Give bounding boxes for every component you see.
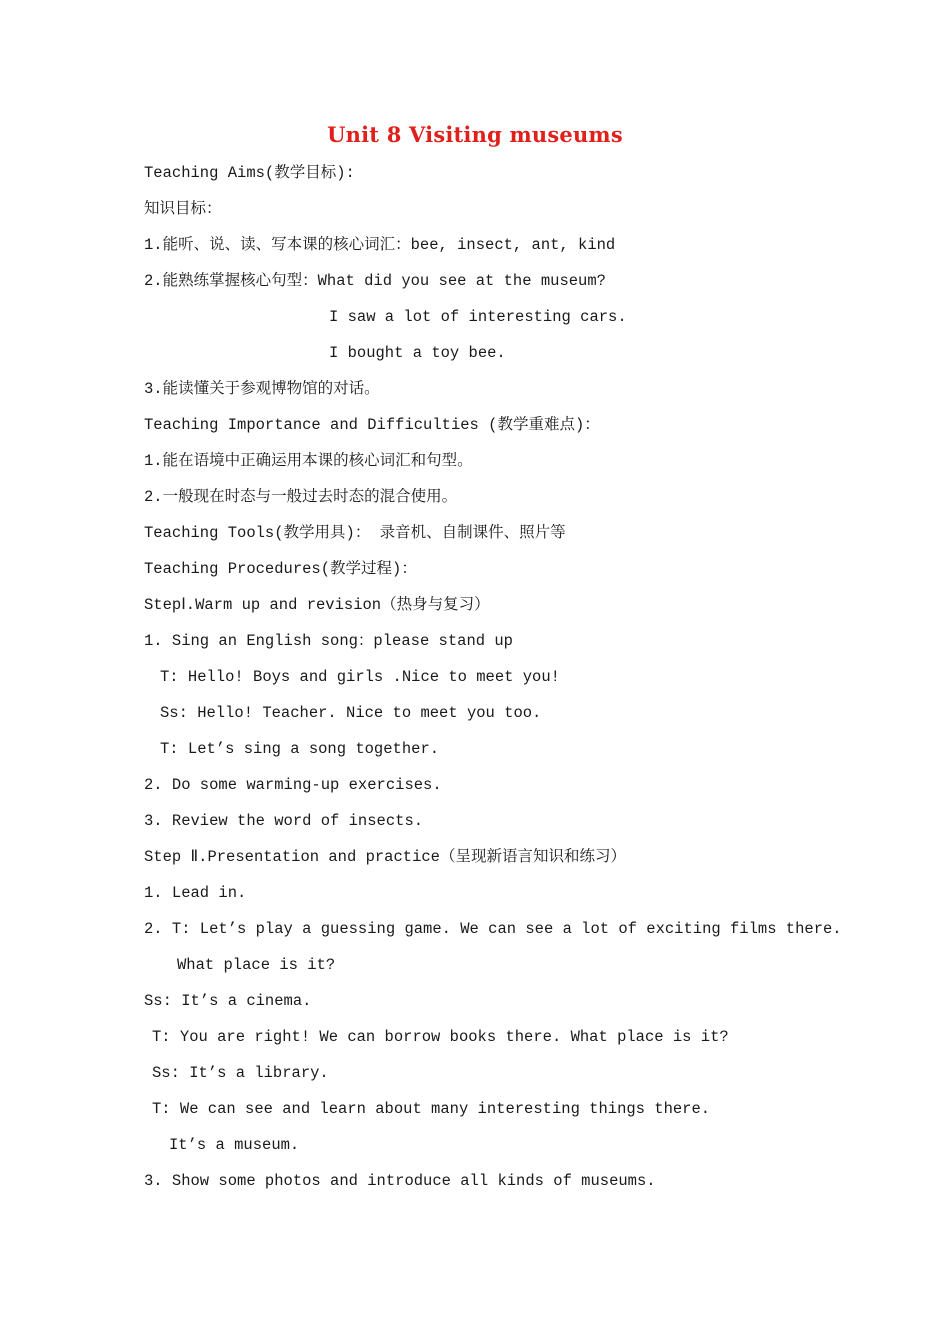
document-title: Unit 8 Visiting museums [327,122,623,147]
dialogue-line: It’s a museum. [169,1136,300,1154]
step-2-item-2: 2. T: Let’s play a guessing game. We can see a lot of exciting films there. [144,920,842,938]
step-1-item-3: 3. Review the word of insects. [144,812,424,830]
step-2-heading: Step Ⅱ.Presentation and practice（呈现新语言知识和练习） [144,848,626,866]
sentence-pattern-2: I bought a toy bee. [329,344,506,362]
teaching-tools: Teaching Tools(教学用具)： 录音机、自制课件、照片等 [144,524,566,542]
dialogue-line: Ss: Hello! Teacher. Nice to meet you too. [160,704,542,722]
teaching-aims-heading: Teaching Aims(教学目标): [144,164,355,182]
step-1-item-1: 1. Sing an English song：please stand up [144,632,513,650]
step-2-item-1: 1. Lead in. [144,884,247,902]
goal-item-3: 3.能读懂关于参观博物馆的对话。 [144,380,380,398]
dialogue-line: Ss: It’s a cinema. [144,992,312,1010]
goal-item-1: 1.能听、说、读、写本课的核心词汇：bee, insect, ant, kind [144,236,616,254]
dialogue-line: T: Hello! Boys and girls .Nice to meet you! [160,668,560,686]
procedures-heading: Teaching Procedures(教学过程)： [144,560,417,578]
importance-item-1: 1.能在语境中正确运用本课的核心词汇和句型。 [144,452,473,470]
importance-heading: Teaching Importance and Difficulties (教学重难点)： [144,416,600,434]
knowledge-goals-heading: 知识目标： [144,200,222,218]
dialogue-line: T: You are right! We can borrow books there. What place is it? [152,1028,729,1046]
dialogue-line: T: We can see and learn about many interesting things there. [152,1100,711,1118]
sentence-pattern-1: I saw a lot of interesting cars. [329,308,627,326]
goal-item-2: 2.能熟练掌握核心句型：What did you see at the museum? [144,272,606,290]
dialogue-line: T: Let’s sing a song together. [160,740,440,758]
step-1-heading: StepⅠ.Warm up and revision（热身与复习） [144,596,490,614]
step-2-item-3: 3. Show some photos and introduce all kinds of museums. [144,1172,656,1190]
dialogue-line: Ss: It’s a library. [152,1064,329,1082]
step-1-item-2: 2. Do some warming-up exercises. [144,776,442,794]
dialogue-line: What place is it? [177,956,336,974]
importance-item-2: 2.一般现在时态与一般过去时态的混合使用。 [144,488,458,506]
